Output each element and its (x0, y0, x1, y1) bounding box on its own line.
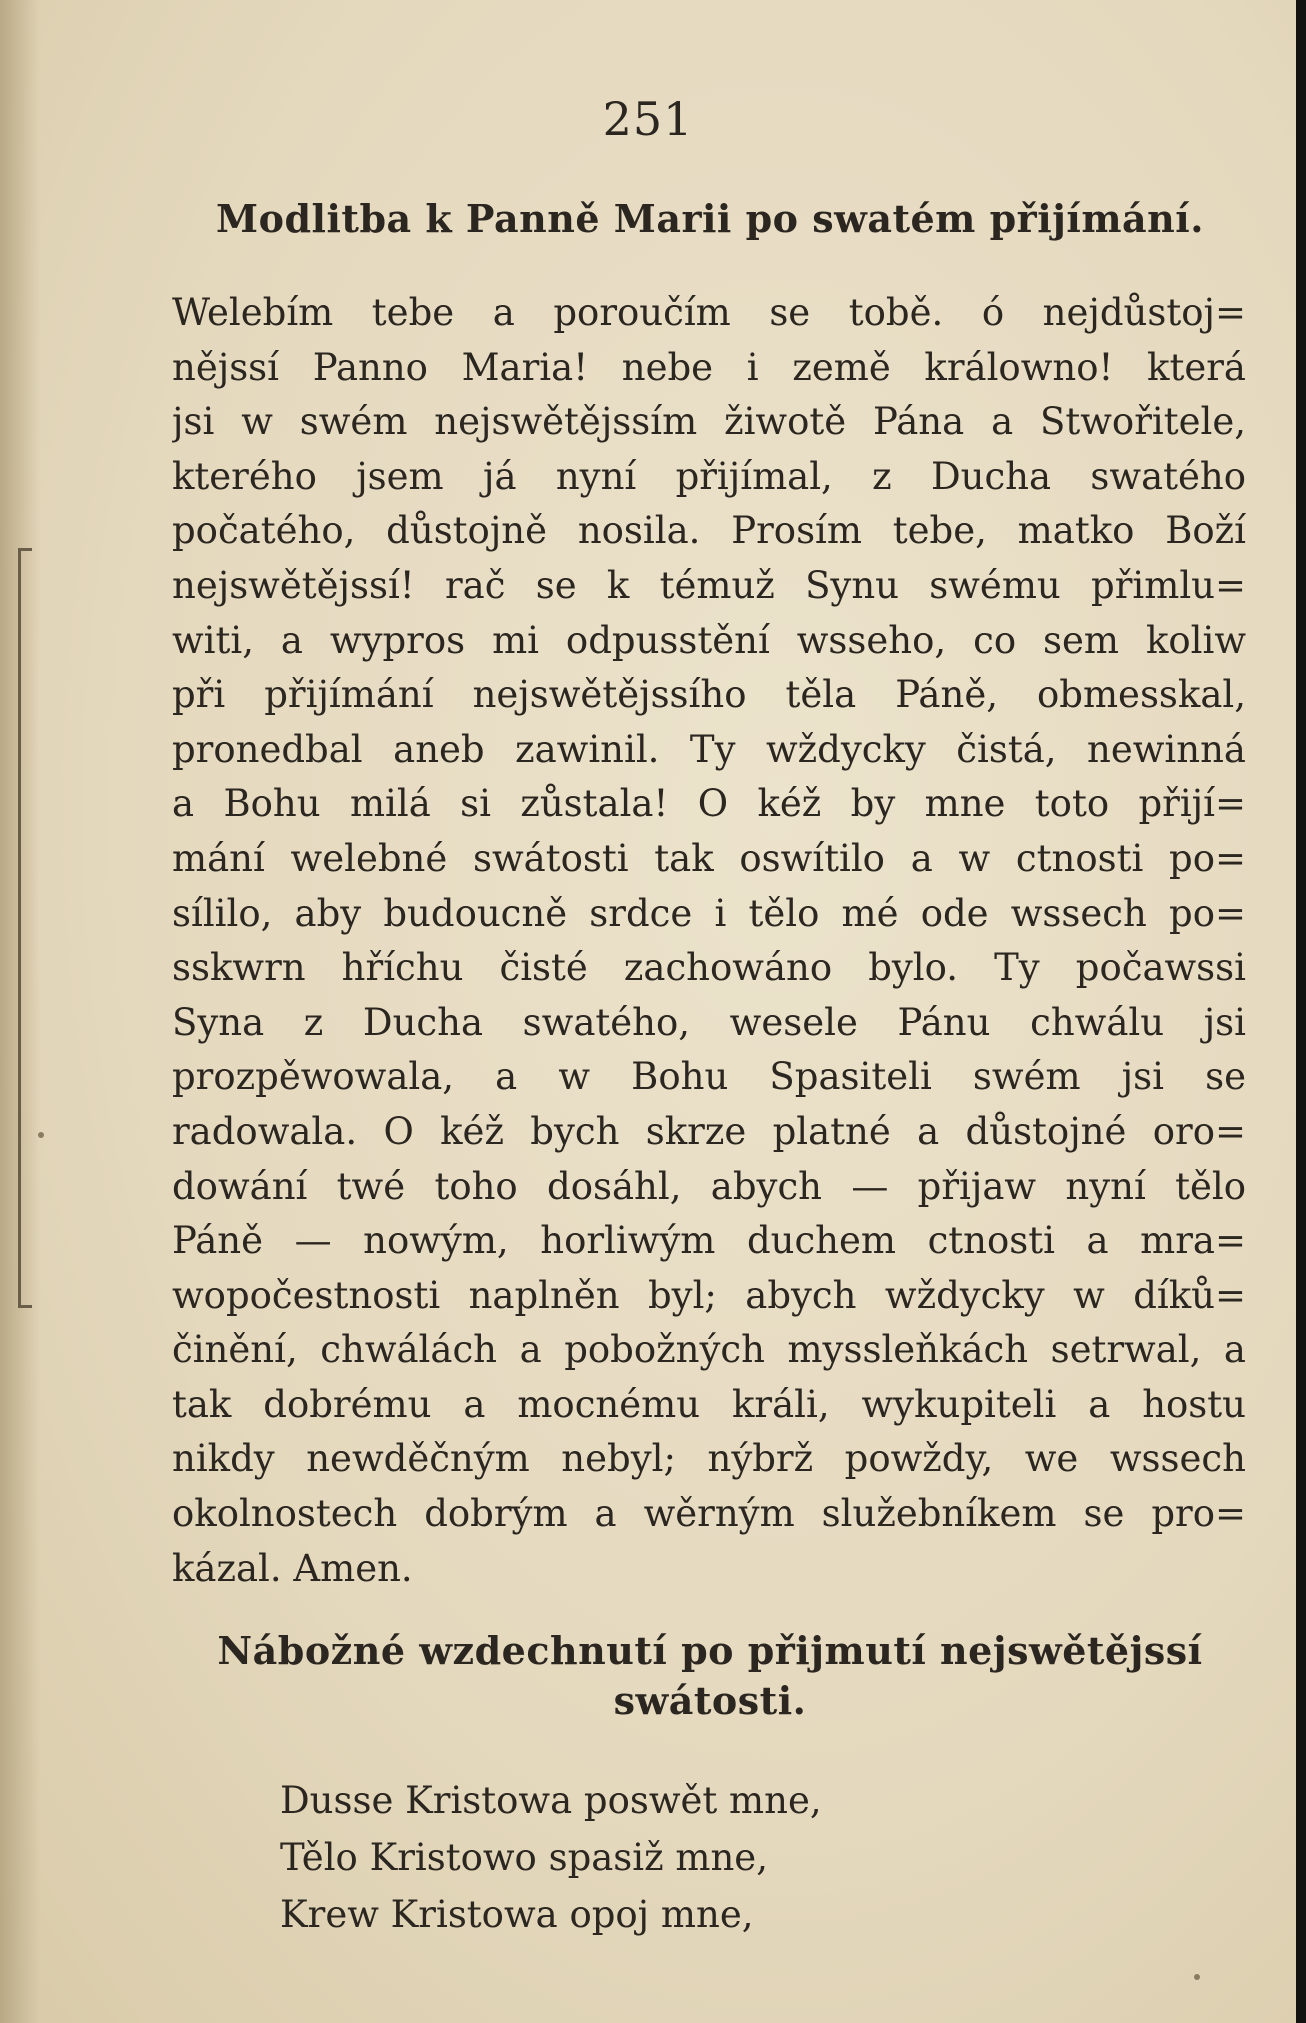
second-heading (170, 1626, 1250, 1726)
paragraph-line: Syna z Ducha swatého, wesele Pánu chwálu jsi (172, 1000, 1246, 1044)
second-heading-line-2: swátosti. (613, 1678, 807, 1723)
verse-line: Krew Kristowa opoj mne, (280, 1893, 754, 1936)
paragraph-line: nějssí Panno Maria! nebe i země králowno! která (172, 345, 1246, 389)
paragraph-line: okolnostech dobrým a wěrným služebníkem se pro= (172, 1492, 1246, 1536)
page-number: 251 (602, 92, 694, 146)
paragraph-line: Welebím tebe a poroučím se tobě. ó nejdůstoj= (172, 291, 1246, 334)
paragraph-line: wopočestnosti naplněn byl; abych wždycky w díků= (172, 1273, 1246, 1317)
prayer-heading: Modlitba k Panně Marii po swatém přijímání. (216, 196, 1204, 241)
paragraph-line: prozpěwowala, a w Bohu Spasiteli swém jsi se (172, 1055, 1246, 1099)
paragraph-line: dowání twé toho dosáhl, abych — přijaw nyní tělo (172, 1164, 1246, 1208)
paragraph-line: sílilo, aby budoucně srdce i tělo mé ode wssech po= (172, 891, 1246, 935)
bracket-tick-top (18, 548, 32, 551)
paragraph-line: a Bohu milá si zůstala! O kéž by mne toto přijí= (172, 782, 1246, 826)
second-heading-line-1: Nábožné wzdechnutí po přijmutí nejswětějssí (217, 1628, 1203, 1673)
paragraph-line: pronedbal aneb zawinil. Ty wždycky čistá, newinná (172, 727, 1246, 771)
paragraph-line: počatého, důstojně nosila. Prosím tebe, matko Boží (172, 509, 1246, 553)
verse-block (280, 1772, 1180, 1943)
paragraph-line: tak dobrému a mocnému králi, wykupiteli a hostu (172, 1382, 1246, 1426)
paragraph-line: při přijímání nejswětějssího těla Páně, obmesskal, (172, 673, 1246, 717)
prayer-paragraph (172, 286, 1246, 1596)
verse-line: Tělo Kristowo spasiž mne, (280, 1836, 768, 1879)
paragraph-line: Páně — nowým, horliwým duchem ctnosti a mra= (172, 1219, 1246, 1263)
paragraph-line: sskwrn hříchu čisté zachowáno bylo. Ty počawssi (172, 946, 1246, 990)
paragraph-line: kterého jsem já nyní přijímal, z Ducha swatého (172, 454, 1246, 498)
paragraph-line: radowala. O kéž bych skrze platné a důstojné oro= (172, 1109, 1246, 1153)
paragraph-line: witi, a wypros mi odpusstění wsseho, co sem koliw (172, 618, 1246, 662)
paragraph-line: mání welebné swátosti tak oswítilo a w ctnosti po= (172, 836, 1246, 880)
scan-edge (1296, 0, 1306, 2023)
bracket-tick-bottom (18, 1305, 32, 1308)
paragraph-line: kázal. Amen. (172, 1546, 413, 1590)
ink-speck-mark (1194, 1974, 1200, 1980)
margin-dot-mark (38, 1132, 44, 1138)
paragraph-line: činění, chwálách a pobožných myssleňkách setrwal, a (172, 1328, 1246, 1372)
paragraph-line: nikdy newděčným nebyl; nýbrž powždy, we wssech (172, 1437, 1246, 1481)
paragraph-line: jsi w swém nejswětějssím žiwotě Pána a Stwořitele, (172, 400, 1246, 444)
margin-bracket-mark (18, 548, 27, 1308)
verse-line: Dusse Kristowa poswět mne, (280, 1779, 822, 1822)
paragraph-line: nejswětějssí! rač se k témuž Synu swému přimlu= (172, 563, 1246, 607)
